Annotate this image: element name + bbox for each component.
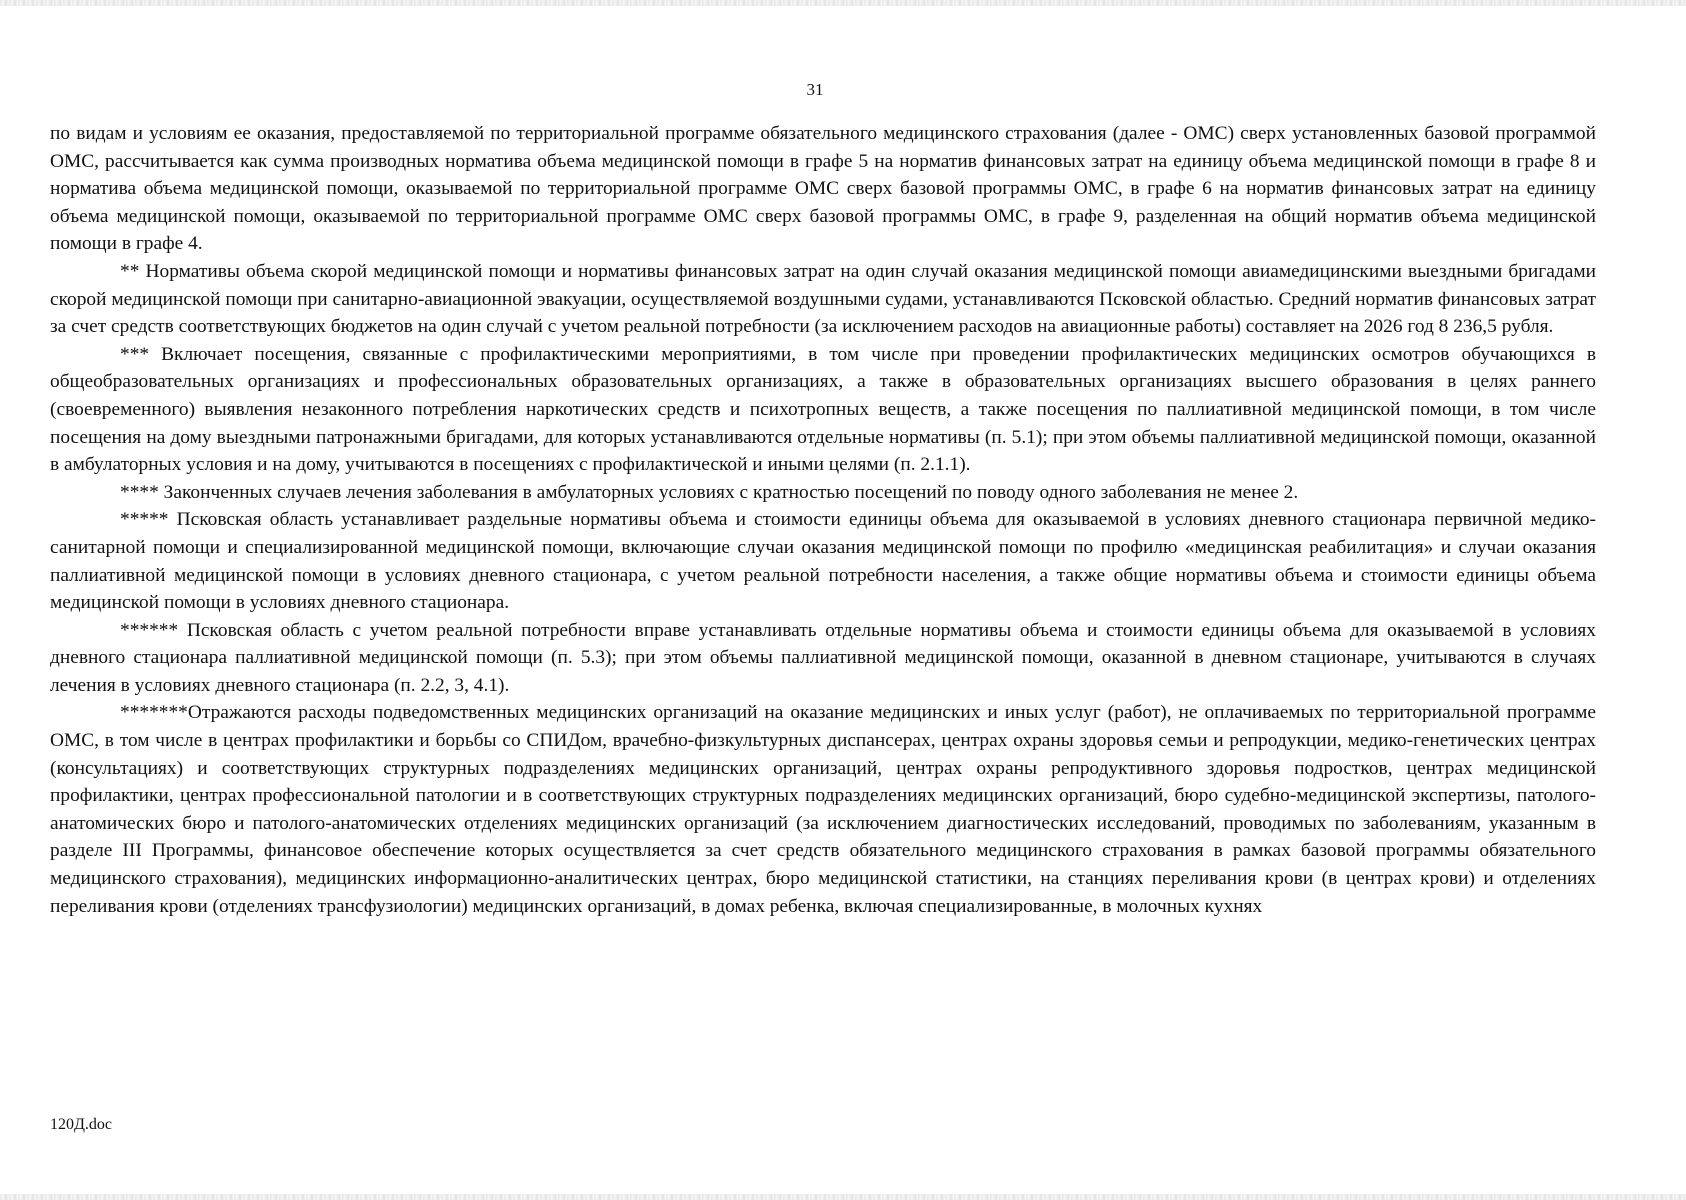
footnote-2: ** Нормативы объема скорой медицинской помощи и нормативы финансовых затрат на один случай оказания медицинской помощи авиамедицинскими выездными бригадами скорой медицинской помощи при санитарно-авиационной эвакуации, осуществляемой воздушными судами, устанавливаются Псковской областью. Средний норматив финансовых затрат за счет средств соответствующих бюджетов на один случай с учетом реальной потребности (за исключением расходов на авиационные работы) составляет на 2026 год 8 236,5 рубля.: [50, 260, 1596, 338]
footer-filename: 120Д.doc: [50, 1116, 113, 1133]
document-body: [50, 120, 1596, 920]
scan-edge-bottom: [0, 1194, 1686, 1200]
footnote-6: ****** Псковская область с учетом реальной потребности вправе устанавливать отдельные нормативы объема и стоимости единицы объема для оказываемой в условиях дневного стационара паллиативной медицинской помощи (п. 5.3); при этом объемы паллиативной медицинской помощи, оказанной в дневном стационаре, учитываются в случаях лечения в условиях дневного стационара (п. 2.2, 3, 4.1).: [50, 619, 1596, 696]
scan-edge-top: [0, 0, 1686, 6]
page-number: 31: [806, 80, 824, 99]
footnote-4: **** Законченных случаев лечения заболевания в амбулаторных условиях с кратностью посещений по поводу одного заболевания не менее 2.: [120, 481, 1299, 503]
footnote-5: ***** Псковская область устанавливает раздельные нормативы объема и стоимости единицы объема для оказываемой в условиях дневного стационара первичной медико-санитарной помощи и специализированной медицинской помощи, включающие случаи оказания медицинской помощи по профилю «медицинская реабилитация» и случаи оказания паллиативной медицинской помощи в условиях дневного стационара, с учетом реальной потребности населения, а также общие нормативы объема и стоимости единицы объема медицинской помощи в условиях дневного стационара.: [50, 509, 1596, 614]
footnote-7: *******Отражаются расходы подведомственных медицинских организаций на оказание медицинских и иных услуг (работ), не оплачиваемых по территориальной программе ОМС, в том числе в центрах профилактики и борьбы со СПИДом, врачебно-физкультурных диспансерах, центрах охраны здоровья семьи и репродукции, медико-генетических центрах (консультациях) и соответствующих структурных подразделениях медицинских организаций, центрах охраны репродуктивного здоровья подростков, центрах медицинской профилактики, центрах профессиональной патологии и в соответствующих структурных подразделениях медицинских организаций, бюро судебно-медицинской экспертизы, патолого-анатомических бюро и патолого-анатомических отделениях медицинских организаций (за исключением диагностических исследований, проводимых по заболеваниям, указанным в разделе III Программы, финансовое обеспечение которых осуществляется за счет средств обязательного медицинского страхования в рамках базовой программы обязательного медицинского страхования), медицинских информационно-аналитических центрах, бюро медицинской статистики, на станциях переливания крови (в центрах крови) и отделениях переливания крови (отделениях трансфузиологии) медицинских организаций, в домах ребенка, включая специализированные, в молочных кухнях: [50, 702, 1596, 917]
paragraph-continuation: по видам и условиям ее оказания, предоставляемой по территориальной программе обязательного медицинского страхования (далее - ОМС) сверх установленных базовой программой ОМС, рассчитывается как сумма производных норматива объема медицинской помощи в графе 5 на норматив финансовых затрат на единицу объема медицинской помощи в графе 8 и норматива объема медицинской помощи, оказываемой по территориальной программе ОМС сверх базовой программы ОМС, в графе 6 на норматив финансовых затрат на единицу объема медицинской помощи, оказываемой по территориальной программе ОМС сверх базовой программы ОМС, в графе 9, разделенная на общий норматив объема медицинской помощи в графе 4.: [50, 123, 1596, 255]
footnote-3: *** Включает посещения, связанные с профилактическими мероприятиями, в том числе при проведении профилактических медицинских осмотров обучающихся в общеобразовательных организациях и профессиональных образовательных организациях, а также в образовательных организациях высшего образования в целях раннего (своевременного) выявления незаконного потребления наркотических средств и психотропных веществ, а также посещения по паллиативной медицинской помощи, в том числе посещения на дому выездными патронажными бригадами, для которых устанавливаются отдельные нормативы (п. 5.1); при этом объемы паллиативной медицинской помощи, оказанной в амбулаторных условия и на дому, учитываются в посещениях с профилактической и иными целями (п. 2.1.1).: [50, 343, 1596, 476]
